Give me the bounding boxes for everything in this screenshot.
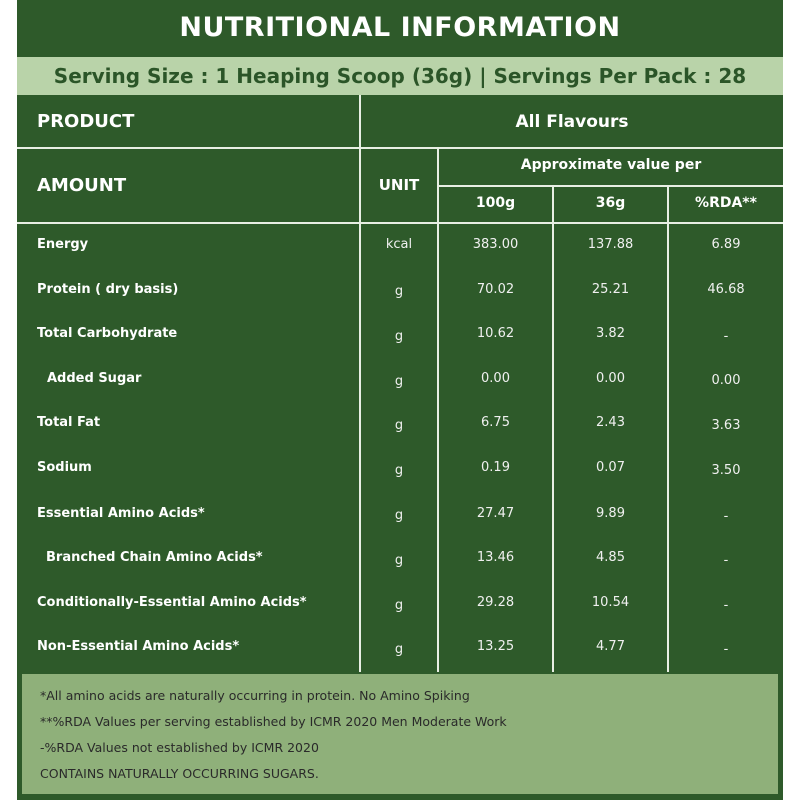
row-value-36g: 4.77 [596, 639, 625, 654]
row-value-100g: 0.19 [481, 460, 510, 475]
row-name: Essential Amino Acids* [37, 506, 205, 521]
col-100g-label: 100g [475, 195, 516, 211]
row-value-rda: - [723, 509, 729, 524]
row-name: Energy [37, 237, 89, 252]
row-name: Added Sugar [47, 371, 142, 386]
product-label: PRODUCT [37, 111, 135, 132]
row-unit: g [394, 508, 404, 523]
footnotes-box [22, 674, 778, 794]
row-value-36g: 10.54 [591, 595, 630, 610]
approx-label: Approximate value per [520, 157, 702, 173]
panel-title: NUTRITIONAL INFORMATION [179, 12, 621, 43]
row-value-100g: 13.25 [476, 639, 515, 654]
row-unit: g [394, 374, 404, 389]
amount-label: AMOUNT [37, 175, 127, 196]
row-value-rda: 3.50 [711, 463, 741, 478]
nutrition-panel [17, 0, 783, 800]
row-value-rda: 6.89 [711, 237, 741, 252]
row-value-100g: 383.00 [472, 237, 519, 252]
row-value-100g: 29.28 [476, 595, 515, 610]
col-rda-label: %RDA** [695, 195, 757, 211]
row-name: Protein ( dry basis) [37, 282, 179, 297]
row-unit: kcal [385, 237, 413, 252]
row-value-36g: 4.85 [596, 550, 625, 565]
row-divider-header [17, 222, 783, 224]
row-value-rda: - [723, 598, 729, 613]
row-value-36g: 25.21 [591, 282, 630, 297]
serving-info: Serving Size : 1 Heaping Scoop (36g) | Servings Per Pack : 28 [17, 57, 783, 95]
row-value-rda: - [723, 642, 729, 657]
row-value-36g: 2.43 [596, 415, 625, 430]
row-name: Total Carbohydrate [37, 326, 178, 341]
footnote-amino: *All amino acids are naturally occurring in protein. No Amino Spiking [40, 688, 470, 703]
row-divider-product [17, 147, 783, 149]
row-value-rda: 46.68 [707, 282, 745, 297]
footnote-sugars: CONTAINS NATURALLY OCCURRING SUGARS. [40, 766, 319, 781]
row-value-100g: 0.00 [481, 371, 510, 386]
row-unit: g [394, 463, 404, 478]
row-name: Total Fat [37, 415, 101, 430]
col-divider-unit [437, 147, 439, 672]
row-value-100g: 27.47 [476, 506, 515, 521]
col-36g-label: 36g [595, 195, 626, 211]
row-name: Sodium [37, 460, 92, 475]
row-unit: g [394, 642, 404, 657]
row-value-36g: 0.07 [596, 460, 625, 475]
row-value-100g: 70.02 [476, 282, 515, 297]
row-name: Branched Chain Amino Acids* [46, 550, 263, 565]
row-value-36g: 9.89 [596, 506, 625, 521]
unit-label: UNIT [378, 176, 420, 194]
row-value-rda: - [723, 553, 729, 568]
row-unit: g [394, 553, 404, 568]
row-unit: g [394, 598, 404, 613]
row-unit: g [394, 284, 404, 299]
row-unit: g [394, 329, 404, 344]
row-value-rda: - [723, 329, 729, 344]
row-value-100g: 6.75 [481, 415, 510, 430]
row-value-rda: 0.00 [711, 373, 741, 388]
row-name: Conditionally-Essential Amino Acids* [37, 595, 307, 610]
row-value-36g: 0.00 [596, 371, 625, 386]
footnote-rda: **%RDA Values per serving established by ICMR 2020 Men Moderate Work [40, 714, 507, 729]
footnote-rda-not-established: -%RDA Values not established by ICMR 2020 [40, 740, 319, 755]
row-divider-approx [438, 185, 783, 187]
row-value-rda: 3.63 [711, 418, 741, 433]
row-value-36g: 3.82 [596, 326, 625, 341]
product-value: All Flavours [515, 112, 629, 132]
row-value-100g: 13.46 [476, 550, 515, 565]
nutrition-table [17, 95, 783, 672]
row-value-100g: 10.62 [476, 326, 515, 341]
row-unit: g [394, 418, 404, 433]
row-value-36g: 137.88 [587, 237, 634, 252]
row-name: Non-Essential Amino Acids* [37, 639, 240, 654]
